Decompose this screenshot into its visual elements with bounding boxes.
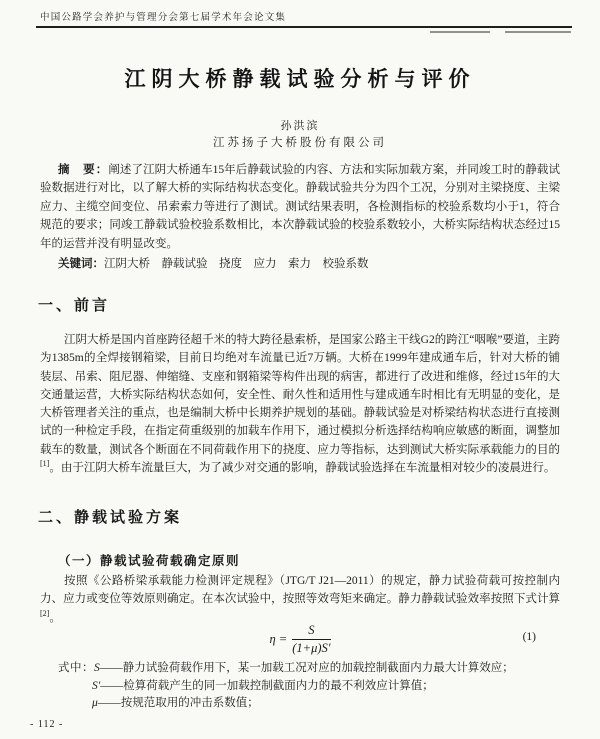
- symbol-mu-definition: ——按规范取用的冲击系数值；: [97, 697, 259, 710]
- subsection-heading-load-principle: （一）静载试验荷载确定原则: [58, 554, 241, 568]
- equation-numerator: S: [292, 623, 330, 640]
- equation-fraction: [292, 623, 330, 656]
- preface-text-1: 江阴大桥是国内首座跨径超千米的特大跨径悬索桥，是国家公路主干线G2的跨江“咽喉”要道，主跨为1385m的全焊接钢箱梁，目前日均绝对车流量已近7万辆。大桥在1999年建成通车后，针对大桥的铺装层、吊索、阻尼器、伸缩缝、支座和钢箱梁等构件出现的病害，都进行了改进和维修，经过15年的大交通量运营，大桥实际结构状态如何，安全性、耐久性和适用性与建成通车时相比有无明显的变化，是大桥管理者关注的重点，也是编制大桥中长期养护规划的基础。静载试验是对桥梁结构状态进行直接测试的一种检定手段，在指定荷重级别的加载车作用下，通过模拟分析选择结构响应敏感的断面，调整加载车的数量，测试各个断面在不同荷载作用下的挠度、应力等指标，达到测试大桥实际承载能力的目的: [40, 334, 560, 456]
- symbol-S-definition: ——静力试验荷载作用下，某一加载工况对应的加载控制截面内力最大计算效应；: [99, 662, 514, 674]
- abstract-text: 阐述了江阴大桥通车15年后静载试验的内容、方法和实际加载方案，并同竣工时的静载试验数据进行对比，以了解大桥的实际结构状态变化。静载试验共分为四个工况，分别对主梁挠度、主梁应力、主缆空间变位、吊索索力等进行了测试。测试结果表明，各检测指标的校验系数均小于1，符合规范的要求；同竣工静载试验校验系数相比，本次静载试验的校验系数较小，大桥实际结构状态经过15年的运营并没有明显改变。: [40, 164, 561, 250]
- keywords-text: 江阴大桥 静载试验 挠度 应力 索力 校验系数: [104, 258, 369, 270]
- section-heading-test-plan: 二、静载试验方案: [38, 509, 183, 526]
- where-row: [58, 660, 563, 678]
- where-label: 式中：: [58, 662, 94, 674]
- author-affiliation: 江苏扬子大桥股份有限公司: [213, 137, 387, 149]
- section-heading-preface: 一、前言: [38, 297, 111, 314]
- abstract-label: 摘 要：: [58, 164, 109, 176]
- where-clause: [58, 660, 563, 713]
- conference-header: 中国公路学会养护与管理分会第七届学术年会论文集: [40, 13, 287, 23]
- symbol-S-prime-definition: ——检算荷载产生的同一加载控制截面内力的最不利效应计算值；: [100, 679, 434, 692]
- principle-text-1: 按照《公路桥梁承载能力检测评定规程》（JTG/T J21—2011）的规定，静力试验荷载可按控制内力、应力或变位等效原则确定。在本次试验中，按照等效弯矩来确定。静力静载试验效率按照下式计算: [40, 575, 560, 606]
- equation: [269, 623, 330, 656]
- equation-row: [0, 611, 600, 664]
- equation-denominator: (1+μ)S′: [292, 640, 331, 655]
- preface-text-2: 。由于江阴大桥车流量巨大，为了减少对交通的影响，静载试验选择在车流量相对较少的凌晨进行。: [49, 462, 556, 475]
- author-name: 孙洪滨: [280, 120, 320, 132]
- equation-number: (1): [522, 631, 536, 643]
- reference-mark-2: [2]: [40, 608, 50, 618]
- equation-lhs: η =: [269, 631, 288, 646]
- symbol-S: S: [94, 662, 100, 674]
- principle-text-2: 。: [49, 611, 61, 624]
- header-rule: [36, 26, 572, 28]
- keywords-label: 关键词：: [58, 258, 104, 270]
- scan-artifact: [505, 31, 571, 33]
- preface-paragraph: [40, 331, 560, 477]
- symbol-S-prime: S′: [92, 679, 101, 692]
- where-row: [58, 695, 563, 713]
- abstract-paragraph: [40, 161, 560, 253]
- reference-mark-1: [1]: [40, 459, 50, 469]
- where-row: [58, 678, 563, 696]
- keywords-line: [40, 255, 560, 271]
- page-title: 江阴大桥静载试验分析与评价: [124, 67, 476, 91]
- page-number: - 112 -: [30, 719, 64, 730]
- symbol-mu: μ: [92, 697, 98, 710]
- scan-artifact: [430, 31, 490, 33]
